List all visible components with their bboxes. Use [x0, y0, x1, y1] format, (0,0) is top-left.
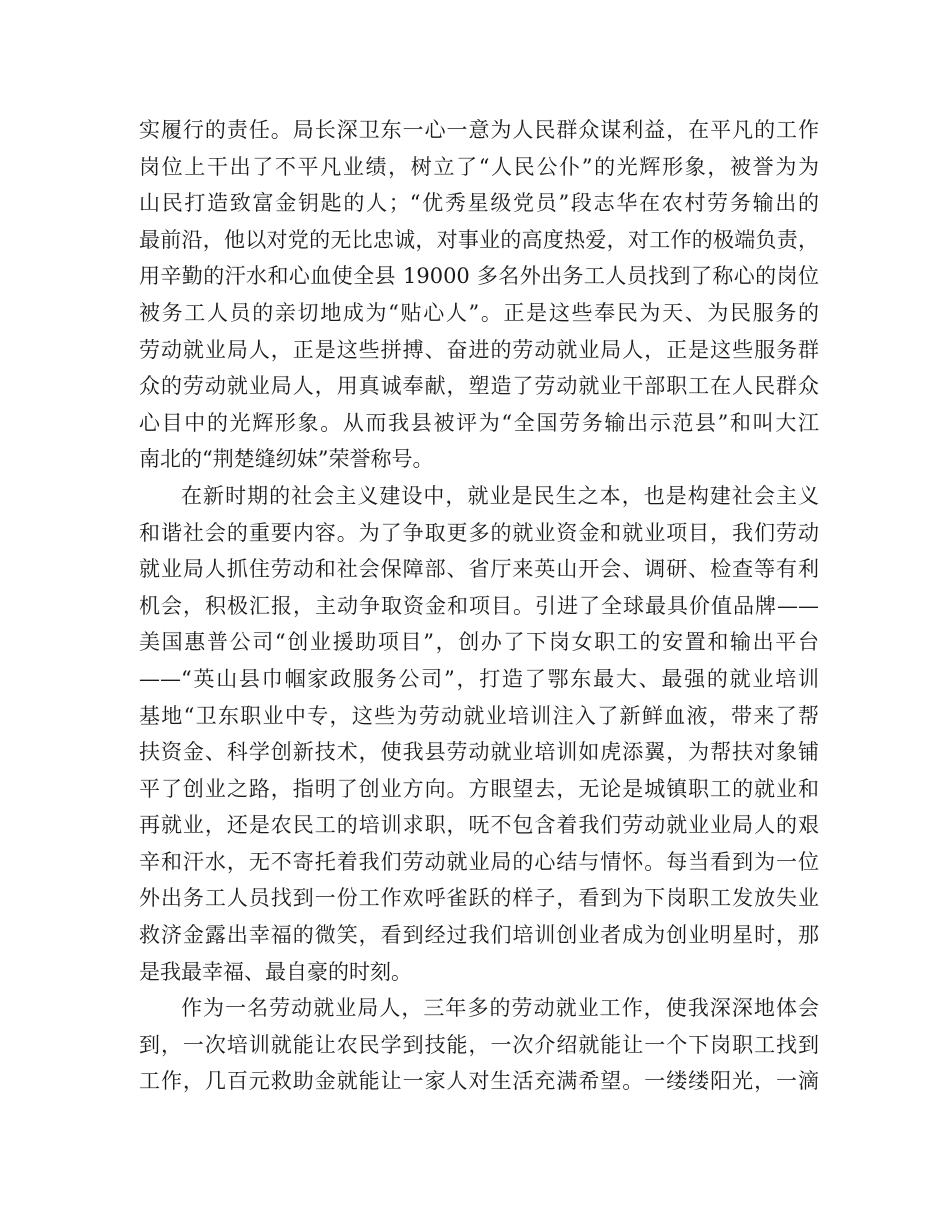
- text-line: 岗位上干出了不平凡业绩，树立了“人民公仆”的光辉形象，被誉为为: [139, 154, 819, 179]
- text-line: 机会，积极汇报，主动争取资金和项目。引进了全球最具价值品牌——: [139, 593, 819, 618]
- text-line: 到，一次培训就能让农民学到技能，一次介绍就能让一个下岗职工找到: [139, 1032, 819, 1057]
- text-line: 作为一名劳动就业局人，三年多的劳动就业工作，使我深深地体会: [181, 996, 819, 1021]
- text-line: 外出务工人员找到一份工作欢呼雀跃的样子，看到为下岗职工发放失业: [139, 886, 819, 911]
- text-line: 心目中的光辉形象。从而我县被评为“全国劳务输出示范县”和叫大江: [139, 410, 819, 435]
- text-line: 就业局人抓住劳动和社会保障部、省厅来英山开会、调研、检查等有利: [139, 557, 819, 582]
- text-line: 实履行的责任。局长深卫东一心一意为人民群众谋利益，在平凡的工作: [139, 118, 819, 142]
- text-line: 众的劳动就业局人，用真诚奉献，塑造了劳动就业干部职工在人民群众: [139, 374, 819, 399]
- text-line: ——“英山县巾帼家政服务公司”，打造了鄂东最大、最强的就业培训: [139, 666, 819, 691]
- text-line: 平了创业之路，指明了创业方向。方眼望去，无论是城镇职工的就业和: [139, 776, 819, 801]
- text-line: 和谐社会的重要内容。为了争取更多的就业资金和就业项目，我们劳动: [139, 520, 819, 545]
- text-line: 美国惠普公司“创业援助项目”，创办了下岗女职工的安置和输出平台: [139, 630, 819, 655]
- text-line: 山民打造致富金钥匙的人；“优秀星级党员”段志华在农村劳务输出的: [139, 191, 819, 216]
- text-line: 最前沿，他以对党的无比忠诚，对事业的高度热爱，对工作的极端负责，: [139, 227, 819, 252]
- text-line: 工作，几百元救助金就能让一家人对生活充满希望。一缕缕阳光，一滴: [139, 1069, 819, 1094]
- text-line: 南北的“荆楚缝纫妹”荣誉称号。: [139, 447, 434, 472]
- text-line: 基地“卫东职业中专，这些为劳动就业培训注入了新鲜血液，带来了帮: [139, 703, 819, 728]
- text-line: 救济金露出幸福的微笑，看到经过我们培训创业者成为创业明星时，那: [139, 923, 819, 948]
- text-line: 被务工人员的亲切地成为“贴心人”。正是这些奉民为天、为民服务的: [139, 300, 819, 325]
- body-text: [139, 112, 819, 1100]
- text-line: 扶资金、科学创新技术，使我县劳动就业培训如虎添翼，为帮扶对象铺: [139, 740, 819, 765]
- text-line: 劳动就业局人，正是这些拼搏、奋进的劳动就业局人，正是这些服务群: [139, 337, 819, 362]
- text-line: 辛和汗水，无不寄托着我们劳动就业局的心结与情怀。每当看到为一位: [139, 849, 819, 874]
- text-line: 再就业，还是农民工的培训求职，呒不包含着我们劳动就业业局人的艰: [139, 813, 819, 838]
- text-line: 是我最幸福、最自豪的时刻。: [139, 959, 412, 984]
- text-line: 用辛勤的汗水和心血使全县 19000 多名外出务工人员找到了称心的岗位: [139, 264, 819, 289]
- text-line: 在新时期的社会主义建设中，就业是民生之本，也是构建社会主义: [181, 483, 819, 508]
